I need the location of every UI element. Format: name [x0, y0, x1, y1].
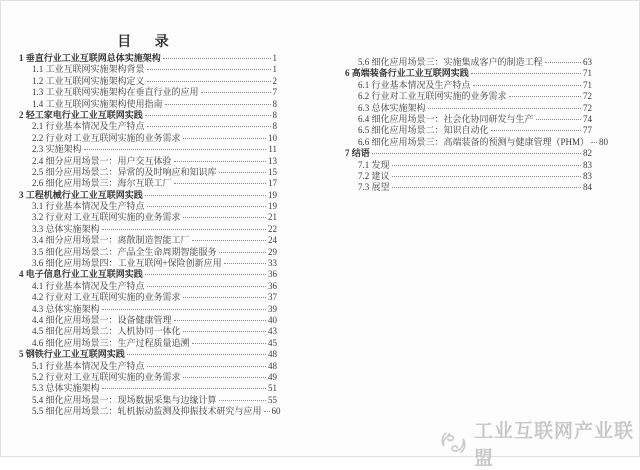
toc-entry — [345, 136, 609, 148]
toc-entry-label: 3.4 细分应用场景一：离散制造智能工厂 — [32, 235, 190, 246]
dot-leader — [163, 58, 271, 59]
dot-leader — [183, 377, 266, 378]
dot-leader — [174, 320, 266, 321]
toc-entry-page: 2 — [272, 75, 277, 86]
dot-leader — [147, 81, 271, 82]
toc-entry-page: 84 — [583, 182, 592, 193]
toc-entry — [19, 190, 277, 201]
toc-entry-page: 83 — [583, 170, 592, 181]
toc-entry — [19, 87, 277, 98]
toc-entry-label: 4.1 行业基本情况及生产特点 — [32, 280, 145, 291]
toc-entry-label: 6.2 行业对工业互联网实施的业务需求 — [358, 91, 507, 102]
dot-leader — [591, 142, 597, 143]
toc-entry — [345, 103, 592, 114]
toc-entry-page: 77 — [583, 125, 592, 136]
dot-leader — [183, 297, 266, 298]
dot-leader — [473, 85, 581, 86]
toc-entry-page: 33 — [268, 258, 277, 269]
toc-entry — [19, 99, 277, 110]
toc-entry — [19, 201, 277, 212]
dot-leader — [145, 195, 266, 196]
toc-entry-page: 15 — [268, 166, 277, 177]
dot-leader — [264, 411, 270, 412]
toc-entry-label: 7.1 发现 — [358, 159, 390, 170]
toc-entry-page: 8 — [272, 109, 277, 120]
dot-leader — [127, 354, 266, 355]
toc-entry-label: 6 高端装备行业工业互联网实践 — [345, 68, 469, 79]
toc-entry-page: 51 — [268, 383, 277, 394]
dot-leader — [201, 92, 271, 93]
toc-entry — [19, 361, 277, 372]
toc-entry-label: 5.2 行业对工业互联网实施的业务需求 — [32, 371, 181, 382]
toc-entry-label: 3 工程机械行业工业互联网实践 — [19, 189, 143, 200]
toc-entry-label: 2.2 行业对工业互联网实施的业务需求 — [32, 132, 181, 143]
toc-entry-page: 21 — [268, 212, 277, 223]
dot-leader — [145, 115, 271, 116]
toc-entry-label: 1.1 工业互联网实施架构背景 — [32, 64, 145, 75]
toc-entry — [19, 383, 277, 394]
toc-entry-page: 43 — [268, 326, 277, 337]
toc-entry-label: 4.5 细化应用场景二：人机协同一体化 — [32, 326, 181, 337]
toc-entry-label: 4 电子信息行业工业互联网实践 — [19, 269, 143, 280]
toc-entry-label: 2.4 细分应用场景一：用户交互体验 — [32, 155, 172, 166]
alliance-logo — [439, 416, 639, 470]
dot-leader — [219, 252, 266, 253]
toc-entry-page: 39 — [268, 303, 277, 314]
toc-entry — [19, 178, 277, 189]
dot-leader — [174, 183, 266, 184]
dot-leader — [509, 96, 581, 97]
toc-entry — [19, 133, 277, 144]
toc-entry-label: 7 结语 — [345, 148, 370, 159]
toc-entry-label: 5 钢铁行业工业互联网实践 — [19, 349, 125, 360]
dot-leader — [102, 229, 266, 230]
toc-entry-label: 1 垂直行业工业互联网总体实施架构 — [19, 53, 161, 63]
toc-entry-page: 45 — [268, 337, 277, 348]
toc-entry-page: 1 — [272, 64, 277, 75]
toc-entry-label: 6.1 行业基本情况及生产特点 — [358, 79, 471, 90]
toc-entry-page: 24 — [268, 235, 277, 246]
toc-entry-label: 5.4 细化应用场景一：现场数据采集与边缘计算 — [32, 394, 217, 405]
toc-entry-label: 2.5 细分应用场景二：异常的及时响应和知识库 — [32, 166, 217, 177]
toc-entry — [19, 395, 277, 406]
toc-entry — [19, 281, 277, 292]
toc-entry — [19, 315, 277, 326]
toc-entry — [19, 64, 277, 75]
toc-entry — [345, 91, 592, 102]
toc-entry — [345, 80, 592, 91]
toc-entry-page: 8 — [272, 98, 277, 109]
dot-leader — [183, 217, 266, 218]
toc-entry-label: 3.3 总体实施架构 — [32, 223, 100, 234]
toc-entry-page: 19 — [268, 189, 277, 200]
toc-entry — [345, 160, 592, 171]
toc-entry-page: 74 — [583, 113, 592, 124]
dot-leader — [392, 165, 581, 166]
toc-entry — [19, 224, 277, 235]
toc-entry-label: 3.6 细化应用场景四：工业互联网+保险创新应用 — [32, 258, 222, 269]
dot-leader — [147, 286, 266, 287]
toc-entry-page: 1 — [272, 53, 277, 63]
toc-entry — [19, 269, 277, 280]
dot-leader — [183, 138, 266, 139]
toc-entry-label: 7.3 展望 — [358, 182, 390, 193]
toc-entry-page: 49 — [268, 371, 277, 382]
toc-entry-label: 6.5 细化应用场景二：知识自动化 — [358, 125, 489, 136]
toc-entry — [19, 156, 277, 167]
toc-entry-label: 5.6 细化应用场景三：实施集成客户的制造工程 — [358, 57, 543, 67]
toc-entry-page: 60 — [271, 406, 281, 417]
dot-leader — [392, 176, 581, 177]
toc-entry-label: 6.6 细化应用场景三：高端装备的预测与健康管理（PHM） — [358, 136, 590, 147]
dot-leader — [147, 206, 266, 207]
toc-entry — [19, 258, 277, 269]
toc-entry-label: 2.6 细化应用场景三：海尔互联工厂 — [32, 178, 172, 189]
toc-entry — [345, 114, 592, 125]
toc-entry-page: 82 — [583, 148, 592, 159]
toc-entry-label: 7.2 建议 — [358, 170, 390, 181]
toc-entry-page: 40 — [268, 314, 277, 325]
dot-leader — [428, 108, 581, 109]
dot-leader — [102, 309, 266, 310]
toc-entry-label: 4.2 行业对工业互联网实施的业务需求 — [32, 292, 181, 303]
toc-entry-page: 8 — [272, 121, 277, 132]
toc-entry-page: 7 — [272, 87, 277, 98]
toc-entry — [19, 76, 277, 87]
toc-entry-label: 4.3 总体实施架构 — [32, 303, 100, 314]
toc-entry-page: 17 — [268, 178, 277, 189]
toc-entry — [19, 53, 277, 64]
dot-leader — [536, 119, 581, 120]
alliance-logo-text: 工业互联网产业联盟 — [474, 421, 635, 469]
dot-leader — [145, 274, 266, 275]
toc-entry-label: 3.2 行业对工业互联网实施的业务需求 — [32, 212, 181, 223]
toc-entry — [345, 68, 592, 79]
toc-entry-page: 36 — [268, 280, 277, 291]
dot-leader — [219, 400, 266, 401]
toc-entry-label: 3.1 行业基本情况及生产特点 — [32, 201, 145, 212]
dot-leader — [147, 366, 266, 367]
dot-leader — [165, 104, 271, 105]
toc-entry-label: 6.3 总体实施架构 — [358, 102, 426, 113]
dot-leader — [471, 73, 581, 74]
toc-entry — [19, 304, 277, 315]
toc-entry — [19, 167, 277, 178]
toc-entry-label: 5.1 行业基本情况及生产特点 — [32, 360, 145, 371]
toc-entry-label: 4.4 细化应用场景一：设备健康管理 — [32, 314, 172, 325]
toc-entry — [19, 372, 277, 383]
dot-leader — [392, 187, 581, 188]
toc-entry — [19, 110, 277, 121]
toc-entry-page: 22 — [268, 223, 277, 234]
toc-entry-page: 80 — [599, 136, 609, 147]
toc-entry — [345, 171, 592, 182]
toc-entry — [19, 338, 277, 349]
toc-column-left — [19, 53, 281, 418]
toc-entry — [19, 235, 277, 246]
toc-entry — [345, 182, 592, 193]
dot-leader — [147, 126, 271, 127]
dot-leader — [545, 62, 581, 63]
dot-leader — [224, 263, 266, 264]
toc-entry-page: 29 — [268, 246, 277, 257]
toc-entry-label: 3.5 细化应用场景二：产品全生命周期智能服务 — [32, 246, 217, 257]
toc-entry-label: 2.3 实施架构 — [32, 144, 82, 155]
toc-entry — [19, 326, 277, 337]
toc-entry — [19, 144, 277, 155]
toc-entry — [19, 349, 277, 360]
toc-entry — [19, 406, 281, 417]
toc-entry-label: 1.4 工业互联网实施架构使用指南 — [32, 98, 163, 109]
toc-entry-page: 10 — [268, 132, 277, 143]
toc-entry-page: 37 — [268, 292, 277, 303]
toc-entry-page: 63 — [583, 57, 592, 67]
dot-leader — [102, 388, 266, 389]
toc-entry-page: 71 — [583, 79, 592, 90]
toc-entry-label: 5.5 细化应用场景二：轧机振动监测及抑振技术研究与应用 — [32, 406, 262, 417]
dot-leader — [84, 149, 267, 150]
dot-leader — [192, 240, 266, 241]
toc-entry — [19, 247, 277, 258]
toc-entry-page: 83 — [583, 159, 592, 170]
toc-entry-label: 1.2 工业互联网实施架构定义 — [32, 75, 145, 86]
toc-entry-label: 1.3 工业互联网实施架构在垂直行业的应用 — [32, 87, 199, 98]
toc-entry-page: 71 — [583, 68, 592, 79]
dot-leader — [147, 69, 271, 70]
page-title: 目 录 — [117, 35, 179, 50]
toc-entry-label: 4.6 细化应用场景三：生产过程质量追溯 — [32, 337, 190, 348]
alliance-swirl-icon — [439, 429, 467, 457]
toc-entry — [345, 125, 592, 136]
dot-leader — [174, 161, 266, 162]
toc-entry-page: 48 — [268, 349, 277, 360]
dot-leader — [219, 172, 266, 173]
toc-entry — [19, 121, 277, 132]
dot-leader — [183, 331, 266, 332]
toc-entry — [19, 292, 277, 303]
toc-entry-page: 19 — [268, 201, 277, 212]
toc-entry-label: 2.1 行业基本情况及生产特点 — [32, 121, 145, 132]
toc-entry-page: 48 — [268, 360, 277, 371]
toc-entry — [345, 57, 592, 68]
toc-entry-label: 6.4 细化应用场景一：社会化协同研发与生产 — [358, 113, 534, 124]
dot-leader — [372, 153, 581, 154]
toc-entry-page: 13 — [268, 155, 277, 166]
dot-leader — [491, 130, 581, 131]
toc-entry-page: 55 — [268, 394, 277, 405]
toc-entry-label: 2 轻工家电行业工业互联网实践 — [19, 109, 143, 120]
toc-entry-page: 36 — [268, 269, 277, 280]
toc-entry-page: 72 — [583, 102, 592, 113]
toc-entry — [19, 212, 277, 223]
toc-column-right — [345, 57, 609, 194]
toc-entry-page: 11 — [268, 144, 277, 155]
dot-leader — [192, 343, 266, 344]
toc-entry — [345, 148, 592, 159]
toc-entry-page: 72 — [583, 91, 592, 102]
toc-entry-label: 5.3 总体实施架构 — [32, 383, 100, 394]
